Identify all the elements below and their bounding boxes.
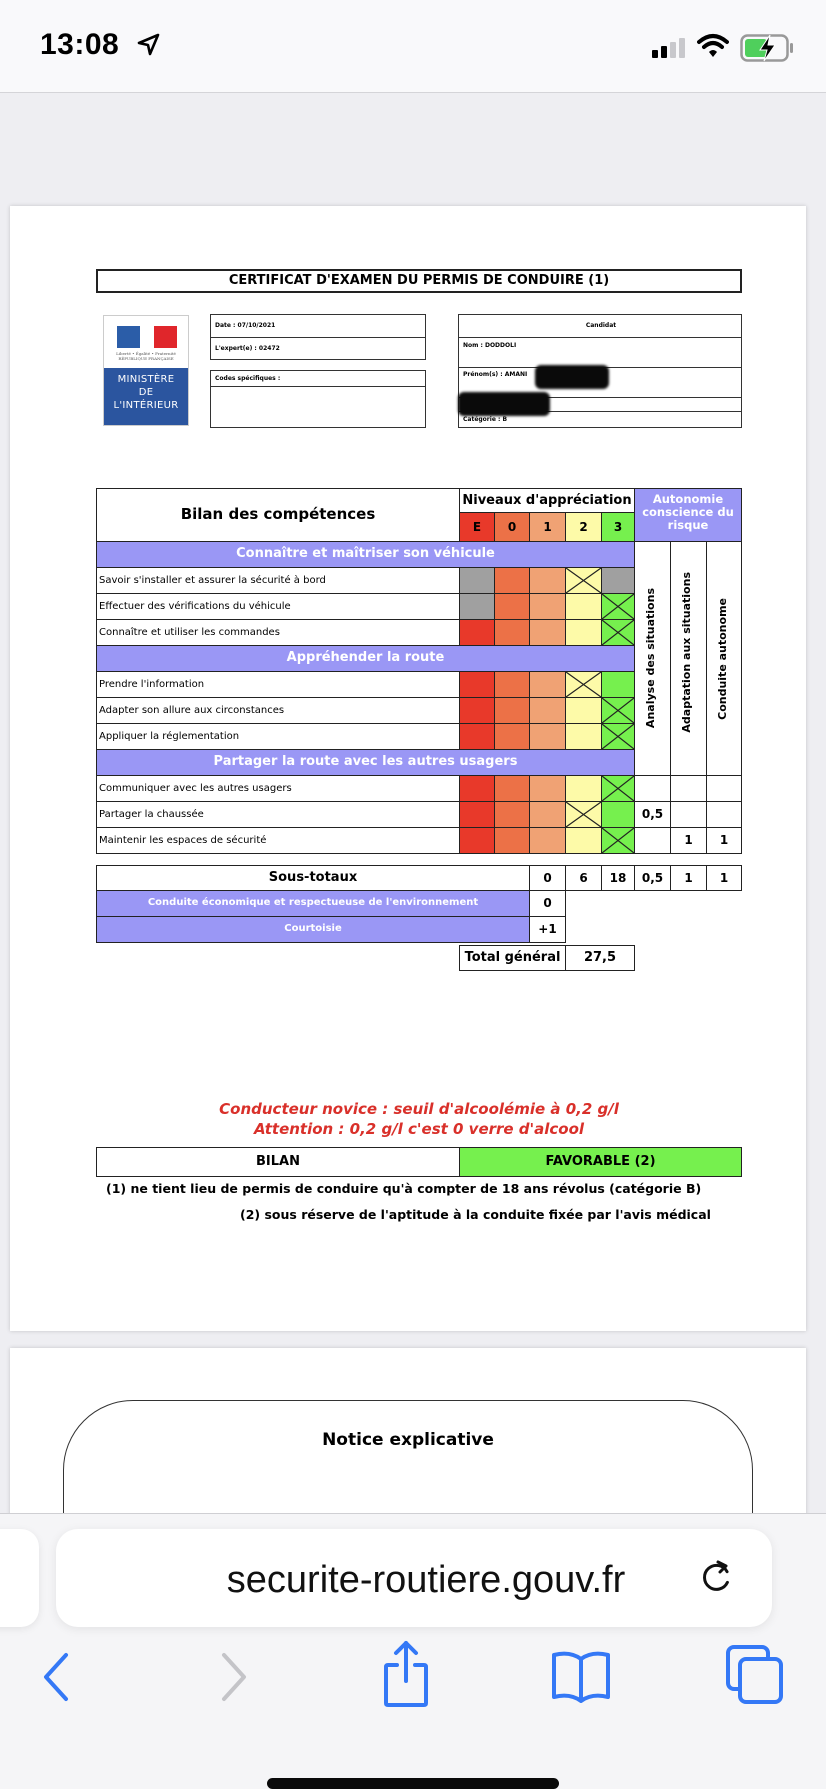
notice-title: Notice explicative xyxy=(322,1430,494,1450)
footnote-2: (2) sous réserve de l'aptitude à la conduite fixée par l'avis médical xyxy=(240,1207,711,1222)
table-title: Bilan des compétences xyxy=(96,488,460,542)
bilan-result: FAVORABLE (2) xyxy=(459,1147,742,1177)
bilan-label: BILAN xyxy=(96,1147,460,1177)
level-cell-2 xyxy=(565,775,602,802)
cross-mark-icon xyxy=(566,802,601,827)
alcohol-warning-line1: Conducteur novice : seuil d'alcoolémie à 0,2 g/l xyxy=(219,1100,619,1118)
cross-mark-icon xyxy=(602,594,634,619)
level-cell-3 xyxy=(601,671,635,698)
autonomy-cell: 0,5 xyxy=(634,801,671,828)
cross-mark-icon xyxy=(566,568,601,593)
cross-mark-icon xyxy=(566,672,601,697)
level-cell-2 xyxy=(565,827,602,854)
level-header-0: 0 xyxy=(494,512,530,542)
address-bar[interactable] xyxy=(56,1529,772,1627)
competence-label: Prendre l'information xyxy=(96,671,460,698)
level-cell-1 xyxy=(529,775,566,802)
battery-charging-icon xyxy=(740,34,796,62)
subtotal-level-3: 18 xyxy=(601,865,635,891)
level-cell-3 xyxy=(601,619,635,646)
autonomy-col-analyse: Analyse des situations xyxy=(634,541,671,785)
level-cell-1 xyxy=(529,567,566,594)
competence-label: Appliquer la réglementation xyxy=(96,723,460,750)
level-cell-E xyxy=(459,671,495,698)
section-header: Partager la route avec les autres usagers xyxy=(96,749,635,776)
level-cell-2 xyxy=(565,567,602,594)
level-cell-1 xyxy=(529,671,566,698)
competence-label: Maintenir les espaces de sécurité xyxy=(96,827,460,854)
section-header: Appréhender la route xyxy=(96,645,635,672)
competence-label: Savoir s'installer et assurer la sécurité à bord xyxy=(96,567,460,594)
level-header-3: 3 xyxy=(601,512,635,542)
cross-mark-icon xyxy=(602,828,634,853)
level-cell-3 xyxy=(601,723,635,750)
level-cell-0 xyxy=(494,775,530,802)
bookmarks-book-icon[interactable] xyxy=(550,1649,612,1705)
level-cell-0 xyxy=(494,671,530,698)
autonomy-cell xyxy=(634,827,671,854)
level-cell-0 xyxy=(494,723,530,750)
cross-mark-icon xyxy=(602,620,634,645)
level-cell-1 xyxy=(529,827,566,854)
level-cell-3 xyxy=(601,567,635,594)
courtesy-label: Courtoisie xyxy=(96,916,530,943)
browser-toolbar xyxy=(0,1513,826,1789)
reload-icon[interactable] xyxy=(696,1557,740,1601)
level-cell-E xyxy=(459,801,495,828)
footnote-1: (1) ne tient lieu de permis de conduire qu'à compter de 18 ans révolus (catégorie B) xyxy=(106,1181,702,1196)
alcohol-warning-line2: Attention : 0,2 g/l c'est 0 verre d'alcool xyxy=(253,1120,585,1138)
level-cell-2 xyxy=(565,619,602,646)
status-bar xyxy=(0,0,826,93)
ministry-logo: Liberté • Égalité • Fraternité RÉPUBLIQUE FRANÇAISE MINISTÈRE DE L'INTÉRIEUR xyxy=(103,315,189,426)
level-header-1: 1 xyxy=(529,512,566,542)
autonomy-cell xyxy=(634,775,671,802)
url-text[interactable]: securite-routiere.gouv.fr xyxy=(226,1559,626,1601)
level-cell-3 xyxy=(601,775,635,802)
autonomy-col-adaptation: Adaptation aux situations xyxy=(670,541,707,785)
forward-chevron-icon[interactable] xyxy=(218,1649,250,1705)
candidate-name: Nom : DODDOLI xyxy=(463,342,517,349)
wifi-icon xyxy=(697,33,729,59)
cross-mark-icon xyxy=(602,698,634,723)
autonomy-cell: 1 xyxy=(670,827,707,854)
level-cell-E xyxy=(459,723,495,750)
level-cell-E xyxy=(459,567,495,594)
level-cell-3 xyxy=(601,697,635,724)
cross-mark-icon xyxy=(602,776,634,801)
level-cell-2 xyxy=(565,671,602,698)
specific-codes-label: Codes spécifiques : xyxy=(215,375,281,382)
exam-info-box xyxy=(210,314,426,360)
total-label: Total général xyxy=(459,945,566,971)
location-arrow-icon xyxy=(137,33,161,57)
competence-label: Connaître et utiliser les commandes xyxy=(96,619,460,646)
level-cell-0 xyxy=(494,593,530,620)
level-cell-E xyxy=(459,775,495,802)
competence-label: Communiquer avec les autres usagers xyxy=(96,775,460,802)
level-cell-2 xyxy=(565,593,602,620)
total-value: 27,5 xyxy=(565,945,635,971)
level-cell-0 xyxy=(494,619,530,646)
share-icon[interactable] xyxy=(380,1639,432,1709)
certificate-title: CERTIFICAT D'EXAMEN DU PERMIS DE CONDUIRE (1) xyxy=(96,269,742,293)
home-indicator xyxy=(267,1778,559,1789)
status-time: 13:08 xyxy=(40,28,120,61)
level-cell-E xyxy=(459,827,495,854)
level-cell-E xyxy=(459,619,495,646)
candidate-firstname: Prénom(s) : AMANI xyxy=(463,371,528,378)
eco-driving-label: Conduite économique et respectueuse de l'environnement xyxy=(96,890,530,917)
exam-date: Date : 07/10/2021 xyxy=(215,322,276,329)
subtotal-adaptation: 1 xyxy=(670,865,707,891)
level-cell-3 xyxy=(601,801,635,828)
subtotal-conduite: 1 xyxy=(706,865,742,891)
competence-label: Adapter son allure aux circonstances xyxy=(96,697,460,724)
level-cell-E xyxy=(459,593,495,620)
competence-label: Partager la chaussée xyxy=(96,801,460,828)
competence-label: Effectuer des vérifications du véhicule xyxy=(96,593,460,620)
level-cell-0 xyxy=(494,827,530,854)
autonomy-cell: 1 xyxy=(706,827,742,854)
candidate-header: Candidat xyxy=(585,322,617,329)
cross-mark-icon xyxy=(602,724,634,749)
marianne-flag-icon xyxy=(117,326,177,348)
autonomy-cell xyxy=(670,801,707,828)
level-cell-3 xyxy=(601,593,635,620)
subtotal-level-1: 0 xyxy=(529,865,566,891)
specific-codes-box xyxy=(210,370,426,428)
autonomy-cell xyxy=(670,775,707,802)
level-cell-3 xyxy=(601,827,635,854)
autonomy-cell xyxy=(706,801,742,828)
redaction-mark xyxy=(535,365,609,389)
back-chevron-icon[interactable] xyxy=(40,1649,72,1705)
expert-id: L'expert(e) : 02472 xyxy=(215,345,280,352)
courtesy-value: +1 xyxy=(529,916,566,943)
section-header: Connaître et maîtriser son véhicule xyxy=(96,541,635,568)
subtotals-label: Sous-totaux xyxy=(96,865,530,891)
autonomy-col-conduite: Conduite autonome xyxy=(706,541,742,785)
candidate-box xyxy=(458,314,742,428)
previous-tab-preview[interactable] xyxy=(0,1529,39,1627)
level-cell-1 xyxy=(529,593,566,620)
level-cell-2 xyxy=(565,801,602,828)
subtotal-level-2: 6 xyxy=(565,865,602,891)
level-cell-1 xyxy=(529,723,566,750)
level-cell-1 xyxy=(529,801,566,828)
candidate-category: Catégorie : B xyxy=(463,416,508,423)
subtotal-analyse: 0,5 xyxy=(634,865,671,891)
level-cell-1 xyxy=(529,619,566,646)
autonomy-header: Autonomie conscience du risque xyxy=(634,488,742,542)
level-header-E: E xyxy=(459,512,495,542)
tabs-icon[interactable] xyxy=(725,1644,785,1706)
redaction-mark xyxy=(458,392,550,416)
level-cell-2 xyxy=(565,723,602,750)
level-cell-2 xyxy=(565,697,602,724)
eco-driving-value: 0 xyxy=(529,890,566,917)
level-cell-0 xyxy=(494,567,530,594)
autonomy-cell xyxy=(706,775,742,802)
level-cell-0 xyxy=(494,801,530,828)
level-cell-E xyxy=(459,697,495,724)
level-cell-1 xyxy=(529,697,566,724)
pdf-page-1 xyxy=(10,206,806,1331)
cellular-signal-icon xyxy=(652,38,688,58)
level-cell-0 xyxy=(494,697,530,724)
level-header-2: 2 xyxy=(565,512,602,542)
levels-header: Niveaux d'appréciation xyxy=(459,488,635,513)
